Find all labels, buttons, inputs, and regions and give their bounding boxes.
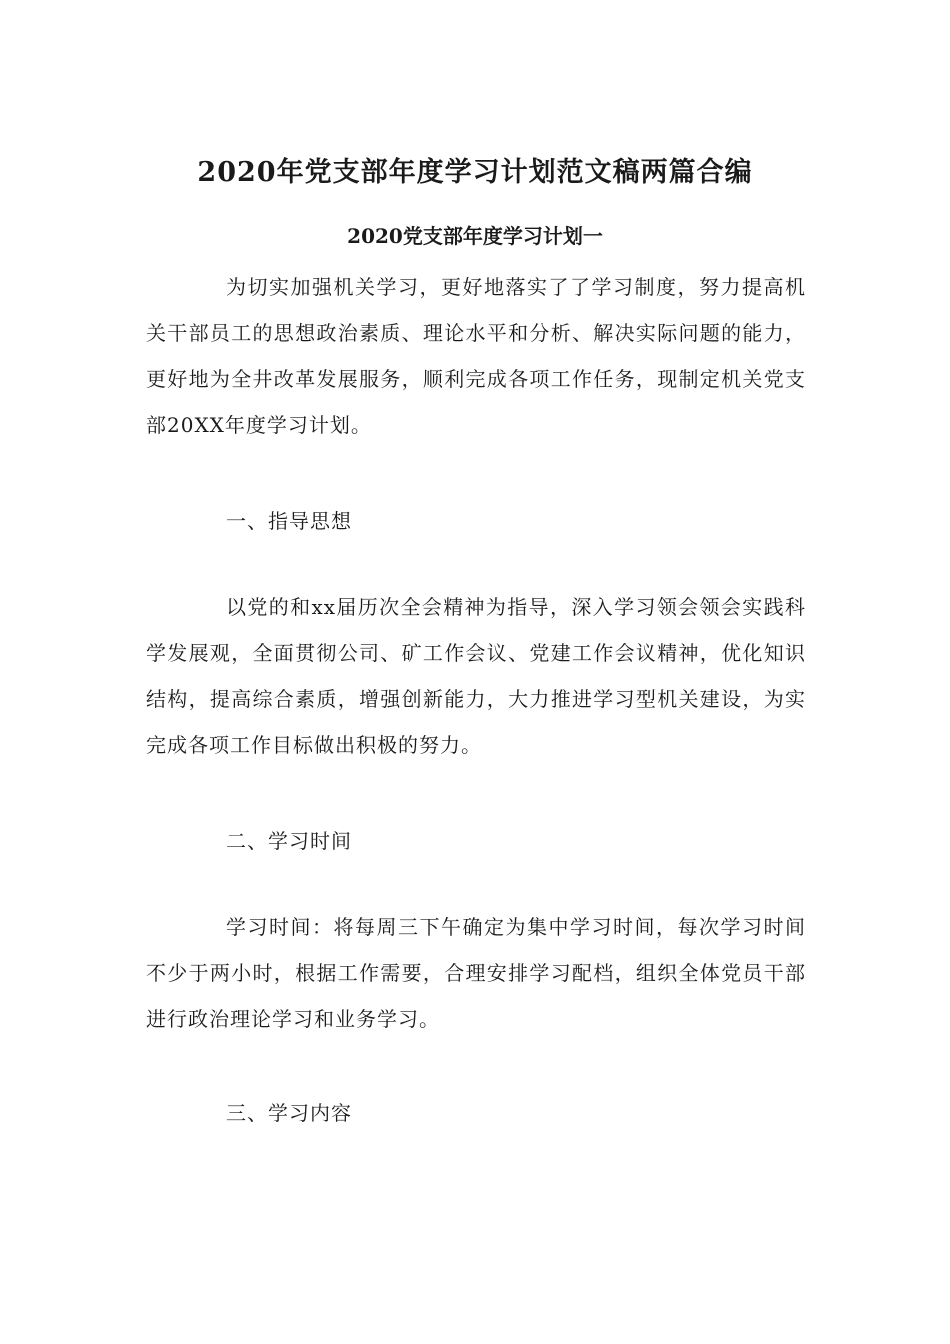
document-subtitle: 2020党支部年度学习计划一 — [347, 223, 603, 248]
paragraph-guiding-thought: 以党的和xx届历次全会精神为指导，深入学习领会领会实践科学发展观，全面贯彻公司、矿工作会议、党建工作会议精神，优化知识结构，提高综合素质，增强创新能力，大力推进学习型机关建设，为实完成各项工作目标做出积极的努力。 — [146, 595, 806, 757]
paragraph-intro: 为切实加强机关学习，更好地落实了了学习制度，努力提高机关干部员工的思想政治素质、理论水平和分析、解决实际问题的能力，更好地为全井改革发展服务，顺利完成各项工作任务，现制定机关党支部20XX年度学习计划。 — [146, 275, 806, 437]
document-title: 2020年党支部年度学习计划范文稿两篇合编 — [197, 157, 753, 189]
section-heading-study-content: 三、学习内容 — [226, 1101, 352, 1125]
section-heading-guiding-thought: 一、指导思想 — [226, 509, 352, 533]
paragraph-study-time: 学习时间：将每周三下午确定为集中学习时间，每次学习时间不少于两小时，根据工作需要，合理安排学习配档，组织全体党员干部进行政治理论学习和业务学习。 — [146, 915, 806, 1031]
section-heading-study-time: 二、学习时间 — [226, 829, 352, 853]
